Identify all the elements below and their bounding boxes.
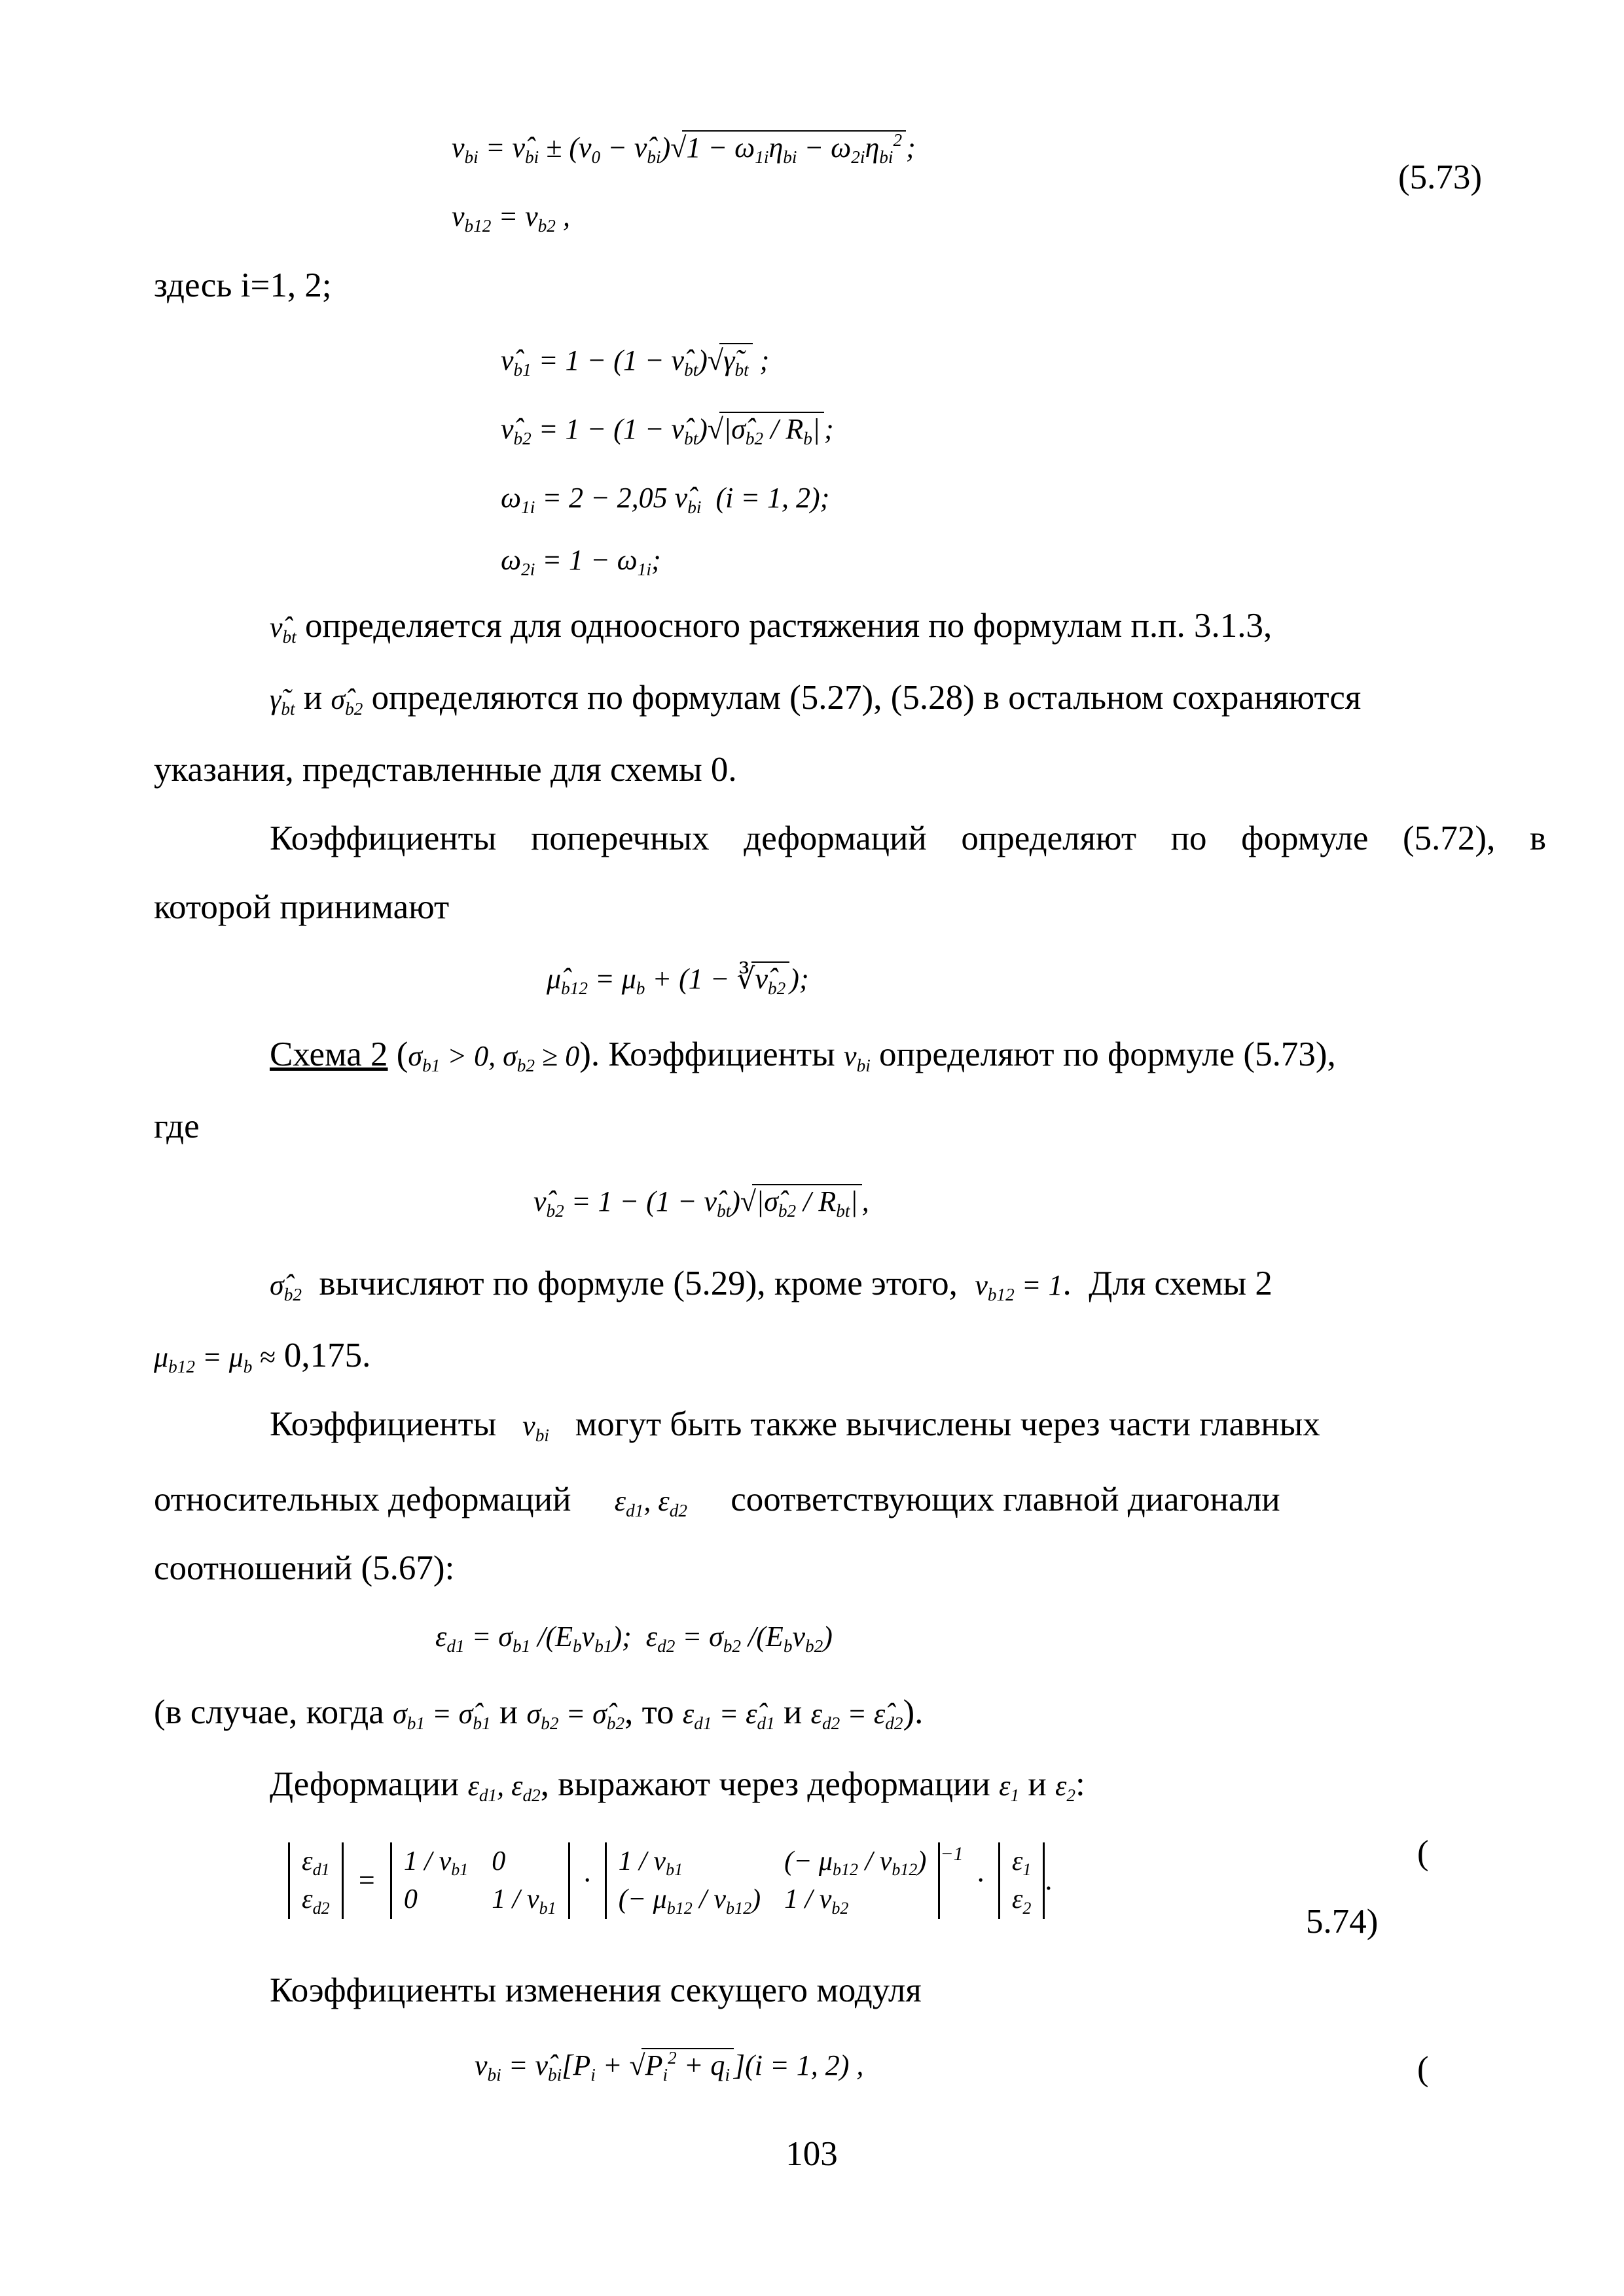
symbol-eps-2: ε2	[1055, 1770, 1075, 1805]
equation-omega-2i: ω2i = 1 − ω1i;	[501, 544, 661, 579]
paragraph-nu-bt: ν̂bt определяется для одноосного растяжения по формулам п.п. 3.1.3,	[270, 607, 1272, 647]
symbol-sigma-b2-hat: σ̂b2	[270, 1269, 302, 1304]
paragraph-instructions: указания, представленные для схемы 0.	[154, 751, 737, 789]
symbol-nu-bi-2: νbi	[522, 1410, 549, 1445]
equation-case-eps2: εd2 = ε̂d2	[810, 1698, 903, 1733]
scheme2-link: Схема 2	[270, 1035, 388, 1073]
equation-nu-b2: ν̂b2 = 1 − (1 − ν̂bt)√|σ̂b2 / Rb| ;	[501, 413, 834, 448]
symbol-nu-bi: νbi	[844, 1040, 871, 1075]
page-number: 103	[785, 2135, 838, 2173]
equation-573-label: (5.73)	[1398, 158, 1483, 196]
matrix-eps-d: εd1 εd2	[288, 1842, 344, 1919]
paragraph-k1: Коэффициенты νbi могут быть также вычислены через части главных	[270, 1405, 1320, 1445]
paragraph-here: здесь i=1, 2;	[154, 266, 332, 304]
equation-nu-b1: ν̂b1 = 1 − (1 − ν̂bt)√γ̃bt ;	[501, 344, 770, 380]
scheme2-condition: σb1 > 0, σb2 ≥ 0	[408, 1040, 580, 1075]
equation-574-label-open: (	[1417, 1834, 1429, 1872]
paragraph-secant: Коэффициенты изменения секущего модуля	[270, 1971, 922, 2009]
symbol-eps-1: ε1	[999, 1770, 1020, 1805]
symbol-nu-bt: ν̂bt	[270, 611, 297, 647]
equation-573-line2: νb12 = νb2 ,	[452, 200, 570, 236]
paragraph-where: где	[154, 1107, 200, 1145]
paragraph-deformations: Деформации εd1, εd2, выражают через деформации ε1 и ε2:	[270, 1765, 1085, 1805]
symbol-eps-d-pair: εd1, εd2	[467, 1770, 541, 1805]
equation-575-label-open: (	[1417, 2050, 1429, 2088]
equation-nu-b12-one: νb12 = 1	[975, 1269, 1063, 1304]
paragraph-k2: относительных деформаций εd1, εd2 соответствующих главной диагонали	[154, 1480, 1280, 1520]
equation-574-label-close: 5.74)	[1306, 1903, 1379, 1941]
equation-575: νbi = ν̂bi[Pi + $√Pi^2$ + qi ](i = 1, 2) ,	[475, 2048, 864, 2085]
matrix-diag: 1 / νb1 0 0 1 / νb1	[390, 1842, 570, 1919]
paragraph-k3: соотношений (5.67):	[154, 1549, 455, 1587]
matrix-inverse: 1 / νb1 (− μb12 / νb12) (− μb12 / νb12) 1 / νb2	[605, 1842, 941, 1919]
equation-574-matrix: εd1 εd2 = 1 / νb1 0 0 1 / νb1 · 1 / νb1 (− μb12 / νb12) (− μb12 / νb12) $1 / \nu b2^{-1} \cdot \varepsilon 1$ ε2.	[288, 1842, 1052, 1919]
equation-nu-b2-scheme2: ν̂b2 = 1 − (1 − ν̂bt)√|σ̂b2 / Rbt| ,	[533, 1185, 869, 1221]
paragraph-gamma: γ̃bt и σ̂b2 определяются по формулам (5.27), (5.28) в остальном сохраняются	[270, 679, 1362, 719]
equation-case-sigma1: σb1 = σ̂b1	[393, 1698, 491, 1733]
paragraph-case: (в случае, когда σb1 = σ̂b1 и σb2 = σ̂b2, то εd1 = ε̂d1 и εd2 = ε̂d2).	[154, 1693, 924, 1733]
paragraph-approx: μb12 = μb ≈ 0,175.	[154, 1336, 371, 1376]
symbol-eps-d: εd1, εd2	[614, 1485, 687, 1520]
symbol-sigma-b2: σ̂b2	[331, 683, 363, 719]
equation-omega-1i: ω1i = 2 − 2,05 ν̂bi (i = 1, 2);	[501, 482, 830, 517]
equation-mu-approx: μb12 = μb ≈	[154, 1341, 276, 1376]
equation-mu-b12: μ̂b12 = μb + (1 − ∛ν̂b2 );	[547, 963, 809, 998]
paragraph-coef-line1: Коэффициенты поперечных деформаций определяют по формуле (5.72), в	[270, 819, 1546, 857]
symbol-gamma-bt: γ̃bt	[270, 683, 295, 719]
matrix-eps: ε1 ε2	[998, 1842, 1045, 1919]
equation-eps-d: εd1 = σb1 /(Ebνb1); εd2 = σb2 /(Ebνb2)	[435, 1621, 833, 1656]
paragraph-scheme2: Схема 2 (σb1 > 0, σb2 ≥ 0). Коэффициенты νbi определяют по формуле (5.73),	[270, 1035, 1336, 1075]
equation-case-eps1: εd1 = ε̂d1	[682, 1698, 775, 1733]
paragraph-coef-line2: которой принимают	[154, 888, 450, 926]
equation-573-line1: νbi = ν̂bi ± (ν0 − ν̂bi)√1 − ω1iηbi − ω2iηbi$^2$ ;	[452, 130, 916, 167]
paragraph-calc: σ̂b2 вычисляют по формуле (5.29), кроме этого, νb12 = 1. Для схемы 2	[270, 1265, 1272, 1304]
equation-case-sigma2: σb2 = σ̂b2	[526, 1698, 625, 1733]
